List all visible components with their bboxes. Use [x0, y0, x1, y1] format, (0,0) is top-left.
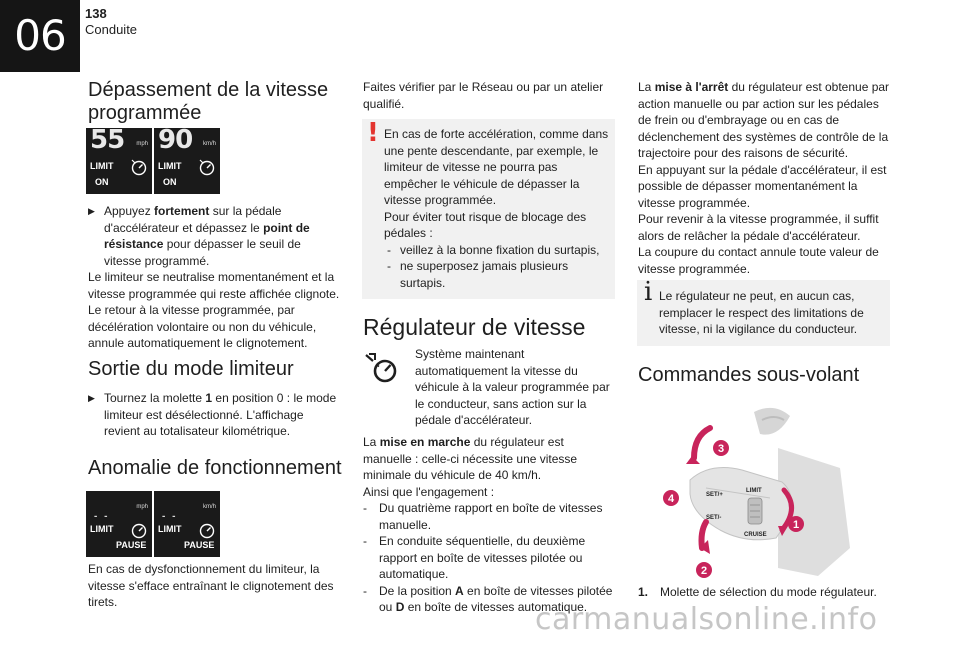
lever-label-limit: LIMIT	[746, 488, 762, 494]
list-item: - Du quatrième rapport en boîte de vitesses manuelle.	[363, 501, 603, 532]
lever-label-cruise: CRUISE	[744, 532, 767, 538]
info-box	[637, 277, 890, 346]
heading-malfunction: Anomalie de fonctionnement	[88, 457, 342, 479]
arrow-bullet-icon: ▶	[88, 393, 95, 403]
arrow-bullet-icon: ▶	[88, 206, 95, 216]
speedometer-icon	[198, 158, 216, 176]
info-icon: i	[644, 277, 653, 307]
warning-list-item: - veillez à la bonne fixation du surtapis,	[387, 242, 600, 257]
lever-label-set-plus: SET/+	[706, 492, 723, 498]
display-dashes: - -	[162, 511, 178, 522]
para-return: Le retour à la vitesse programmée, par décélération volontaire ou non du véhicule, annule automatiquement le clignotement.	[88, 303, 317, 350]
page-number: 138	[85, 6, 107, 21]
display-unit: km/h	[202, 504, 216, 510]
cruise-control-icon	[363, 352, 401, 384]
para-activation: La mise en marche du régulateur est manuelle : celle-ci nécessite une vitesse minimale du véhicule de 40 km/h.	[363, 435, 578, 482]
warning-text-2: Pour éviter tout risque de blocage des pédales :	[384, 209, 587, 240]
stalk-diagram	[650, 398, 870, 580]
display-speed-value: 55	[90, 125, 125, 155]
speedometer-icon	[198, 521, 216, 539]
display-unit: km/h	[202, 141, 216, 147]
display-limit-label: LIMIT	[158, 161, 182, 171]
display-limit-label: LIMIT	[158, 524, 182, 534]
para-ignition: La coupure du contact annule toute valeur de vitesse programmée.	[638, 245, 879, 276]
callout-3	[713, 440, 729, 456]
display-limit-label: LIMIT	[90, 161, 114, 171]
svg-text:3: 3	[717, 443, 725, 455]
display-state: ON	[95, 177, 109, 187]
watermark: carmanualsonline.info	[535, 602, 878, 637]
svg-text:2: 2	[700, 565, 708, 577]
para-check-network: Faites vérifier par le Réseau ou par un atelier qualifié.	[363, 80, 604, 111]
warning-text-1: En cas de forte accélération, comme dans une pente descendante, par exemple, le limiteur de vitesse ne pourra pas empêcher le véhicule de dépasser la vitesse programmée.	[384, 127, 609, 207]
list-item: - De la position A en boîte de vitesses pilotée ou D en boîte de vitesses automatique.	[363, 583, 613, 614]
display-state: PAUSE	[116, 540, 147, 550]
warning-list-item: - ne superposez jamais plusieurs surtapis.	[387, 259, 569, 290]
speedometer-icon	[130, 521, 148, 539]
col1-text-block-2	[88, 390, 340, 440]
para-engagement: Ainsi que l'engagement :	[363, 484, 495, 499]
bullet-press-firmly: ▶ Appuyez fortement sur la pédale d'accélérateur et dépassez le point de résistance pour dépasser le seuil de vitesse programmé.	[88, 204, 310, 268]
chapter-tab	[0, 0, 80, 72]
callout-2	[696, 562, 712, 578]
list-item: - En conduite séquentielle, du deuxième rapport en boîte de vitesses pilotée ou automatique.	[363, 534, 586, 581]
display-dashes: - -	[94, 511, 110, 522]
legend-text: Molette de sélection du mode régulateur.	[660, 585, 877, 599]
legend-number: 1.	[638, 585, 649, 599]
col1-text-block-1	[88, 203, 340, 352]
heading-overtake: Dépassement de la vitesse programmée	[88, 79, 329, 124]
col2-text-block	[363, 434, 615, 616]
lever-label-set-minus: SET/-	[706, 515, 722, 521]
heading-exit-limiter: Sortie du mode limiteur	[88, 358, 294, 380]
display-pause-mph	[86, 491, 152, 557]
para-deactivation: La mise à l'arrêt du régulateur est obtenue par action manuelle ou par action sur les pédales de frein ou d'embrayage ou en cas de déclenchement des systèmes de contrôle de la trajectoire pour des raisons de sécurité.	[638, 80, 890, 160]
steering-wheel-icon	[754, 408, 790, 435]
warning-box	[362, 119, 615, 299]
display-limit-mph	[86, 125, 152, 194]
display-pause-kmh	[154, 491, 220, 557]
info-text: Le régulateur ne peut, en aucun cas, remplacer le respect des limitations de vitesse, ni la vigilance du conducteur.	[659, 289, 864, 336]
display-state: ON	[163, 177, 177, 187]
chapter-number: 06	[14, 10, 66, 60]
display-unit: mph	[136, 504, 148, 510]
para-system-description: Système maintenant automatiquement la vitesse du véhicule à la valeur programmée par le conducteur, sans action sur la pédale d'accélérateur.	[415, 347, 610, 427]
para-malfunction: En cas de dysfonctionnement du limiteur, la vitesse s'efface entraînant le clignotement des tirets.	[88, 562, 334, 609]
section-name: Conduite	[85, 22, 138, 37]
callout-1	[788, 516, 804, 532]
heading-cruise-control: Régulateur de vitesse	[363, 314, 586, 340]
speedometer-icon	[130, 158, 148, 176]
bullet-turn-wheel: ▶ Tournez la molette 1 en position 0 : le mode limiteur est désélectionné. L'affichage revient au totalisateur kilométrique.	[88, 391, 337, 438]
display-limit-label: LIMIT	[90, 524, 114, 534]
display-unit: mph	[136, 141, 148, 147]
para-return-speed: Pour revenir à la vitesse programmée, il suffit alors de relâcher la pédale d'accélérateur.	[638, 212, 879, 243]
display-speed-value: 90	[158, 125, 193, 155]
arrow-up-icon	[694, 428, 710, 458]
display-limit-kmh	[154, 125, 220, 194]
para-accelerator: En appuyant sur la pédale d'accélérateur, il est possible de dépasser momentanément la vitesse programmée.	[638, 162, 887, 210]
warning-content	[384, 126, 612, 291]
col3-text-block	[638, 79, 892, 277]
svg-text:4: 4	[667, 493, 675, 505]
legend-item-1	[638, 584, 892, 601]
heading-steering-controls: Commandes sous-volant	[638, 364, 860, 386]
svg-text:1: 1	[792, 519, 800, 531]
para-neutralise: Le limiteur se neutralise momentanément et la vitesse programmée qui reste affichée clignote.	[88, 270, 340, 301]
callout-4	[663, 490, 679, 506]
warning-icon: !	[367, 118, 379, 148]
display-state: PAUSE	[184, 540, 215, 550]
